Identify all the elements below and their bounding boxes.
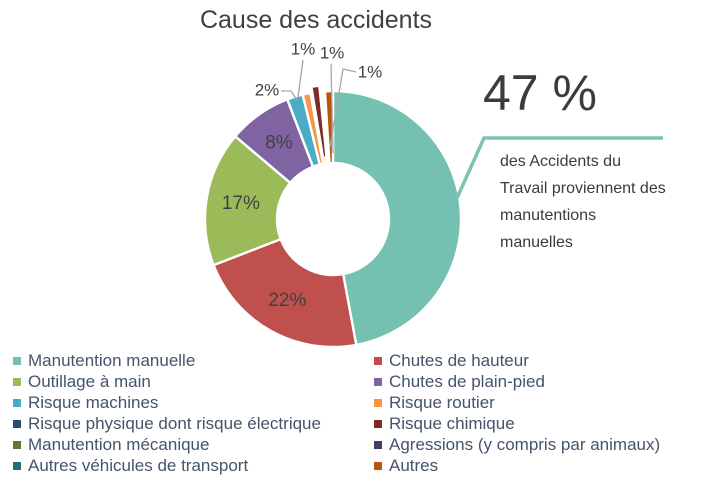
slice-label: 1%	[319, 43, 345, 63]
legend-label: Risque chimique	[389, 413, 515, 433]
chart-legend	[13, 350, 660, 476]
callout-line-2: Travail proviennent des	[500, 180, 666, 197]
legend-marker	[13, 378, 21, 386]
legend-item	[374, 350, 660, 371]
callout-line-1: des Accidents du	[500, 153, 621, 170]
callout-headline: 47 %	[483, 65, 597, 121]
legend-label: Risque physique dont risque électrique	[28, 413, 321, 433]
slice-label: 22%	[268, 290, 307, 312]
legend-marker	[374, 420, 382, 428]
legend-marker	[374, 378, 382, 386]
legend-item	[374, 434, 660, 455]
legend-item	[13, 392, 374, 413]
callout-text	[500, 148, 666, 256]
legend-label: Manutention manuelle	[28, 350, 196, 370]
legend-label: Autres	[389, 455, 439, 475]
legend-label: Risque routier	[389, 392, 495, 412]
legend-label: Chutes de plain-pied	[389, 371, 545, 391]
legend-label: Agressions (y compris par animaux)	[389, 434, 661, 454]
slice-label: 2%	[254, 80, 280, 100]
legend-marker	[374, 441, 382, 449]
legend-marker	[374, 462, 382, 470]
legend-marker	[374, 399, 382, 407]
legend-label: Manutention mécanique	[28, 434, 210, 454]
legend-label: Outillage à main	[28, 371, 151, 391]
legend-item	[374, 455, 660, 476]
legend-marker	[13, 462, 21, 470]
legend-marker	[13, 420, 21, 428]
legend-item	[374, 371, 660, 392]
legend-label: Chutes de hauteur	[389, 350, 529, 370]
chart-title: Cause des accidents	[199, 6, 433, 34]
legend-item	[374, 392, 660, 413]
slice-label: 17%	[221, 192, 260, 214]
legend-item	[13, 413, 374, 434]
callout-line-4: manuelles	[500, 234, 573, 251]
legend-item	[13, 350, 374, 371]
callout-line-3: manutentions	[500, 207, 597, 224]
legend-marker	[13, 441, 21, 449]
slice-label: 1%	[357, 62, 383, 82]
label-leader-line	[298, 60, 303, 97]
pie-slice-1	[333, 91, 461, 345]
legend-marker	[13, 357, 21, 365]
legend-label: Autres véhicules de transport	[28, 455, 249, 475]
legend-item	[13, 434, 374, 455]
legend-item	[13, 455, 374, 476]
legend-marker	[374, 357, 382, 365]
legend-item	[13, 371, 374, 392]
legend-label: Risque machines	[28, 392, 159, 412]
legend-marker	[13, 399, 21, 407]
slice-label: 1%	[290, 39, 316, 59]
legend-item	[374, 413, 660, 434]
slice-label: 8%	[265, 132, 293, 154]
